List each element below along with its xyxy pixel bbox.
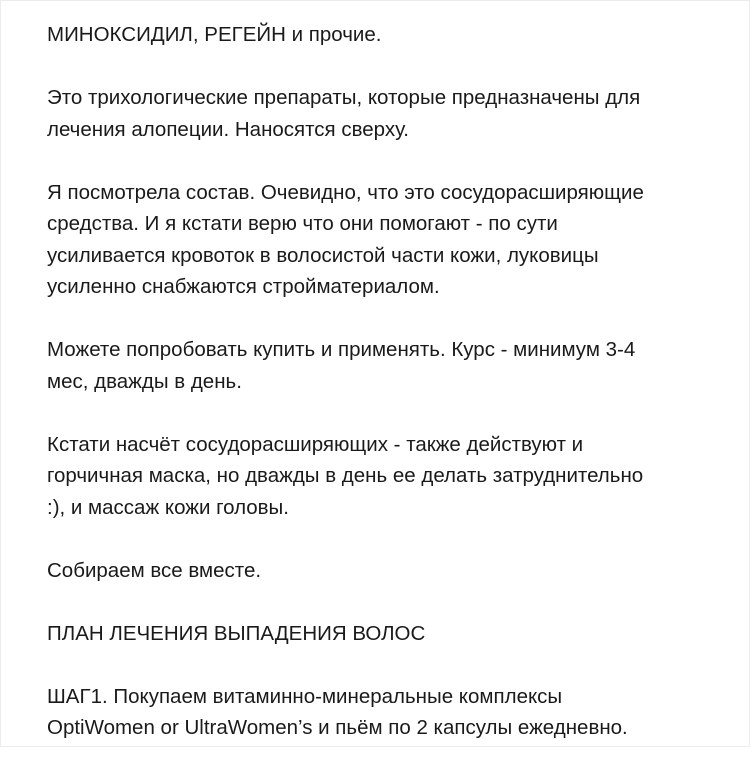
paragraph-vasodilators <box>47 429 727 524</box>
text-line: Я посмотрела состав. Очевидно, что это сосудорасширяющие <box>47 180 644 204</box>
text-line: OptiWomen or UltraWomen’s и пьём по 2 капсулы ежедневно. <box>47 716 628 739</box>
text-line: Это трихологические препараты, которые предназначены для <box>47 86 641 109</box>
text-line: МИНОКСИДИЛ, РЕГЕЙН и прочие. <box>47 23 382 46</box>
paragraph-course <box>47 334 727 397</box>
text-line: ШАГ1. Покупаем витаминно-минеральные комплексы <box>47 684 563 708</box>
text-line: Кстати насчёт сосудорасширяющих - также действуют и <box>47 432 584 456</box>
text-line: мес, дважды в день. <box>47 369 242 393</box>
paragraph-description <box>47 82 727 145</box>
text-line: :), и массаж кожи головы. <box>47 495 289 519</box>
paragraph-composition <box>47 177 727 303</box>
paragraph-plan-heading <box>47 618 727 650</box>
text-line: усиливается кровоток в волосистой части кожи, луковицы <box>47 243 599 267</box>
text-line: лечения алопеции. Наносятся сверху. <box>47 117 409 141</box>
text-line: усиленно снабжаются стройматериалом. <box>47 275 440 298</box>
paragraph-heading-minoxidil <box>47 19 727 51</box>
text-line: горчичная маска, но дважды в день ее делать затруднительно <box>47 464 644 487</box>
text-line: Собираем все вместе. <box>47 558 262 582</box>
text-line: Можете попробовать купить и применять. Курс - минимум 3-4 <box>47 338 636 361</box>
text-line: средства. И я кстати верю что они помогают - по сути <box>47 212 558 235</box>
text-line: ПЛАН ЛЕЧЕНИЯ ВЫПАДЕНИЯ ВОЛОС <box>47 621 426 645</box>
document-body <box>47 19 727 775</box>
paragraph-step-1 <box>47 681 727 744</box>
paragraph-summary <box>47 555 727 587</box>
